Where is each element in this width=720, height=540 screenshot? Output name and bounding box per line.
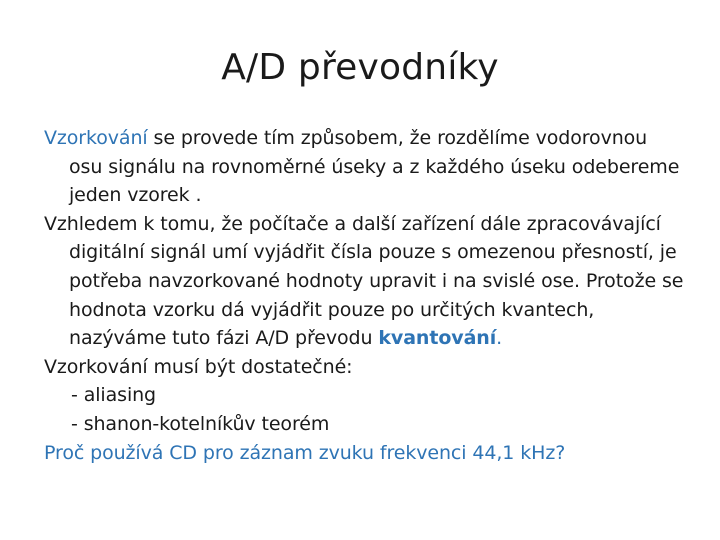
slide-body [44,124,684,467]
term-sampling: Vzorkování [44,127,148,149]
term-quantization: kvantování [378,327,497,350]
paragraph-sampling [44,124,684,210]
paragraph-sampling-text: se provede tím způsobem, že rozdělíme vodorovnou osu signálu na rovnoměrné úseky a z každého úseku odebereme jeden vzorek . [69,127,680,207]
paragraph-sampling-requirement: Vzorkování musí být dostatečné: [44,355,353,378]
list-item-aliasing: - aliasing [71,384,157,407]
paragraph-quantization [44,210,684,353]
question-cd-frequency: Proč používá CD pro záznam zvuku frekvenci 44,1 kHz? [44,441,566,464]
slide-title: A/D převodníky [221,47,499,88]
term-quantization-period: . [496,327,503,350]
paragraph-quantization-text: Vzhledem k tomu, že počítače a další zařízení dále zpracovávající digitální signál umí vyjádřit čísla pouze s omezenou přesností, je potřeba navzorkované hodnoty upravit i na svislé ose. Protože se hodnota vzorku dá vyjádřit pouze po určitých kvantech, nazýváme tuto fázi A/D převodu [44,212,684,350]
list-item-theorem: - shanon-kotelníkův teorém [71,412,330,435]
